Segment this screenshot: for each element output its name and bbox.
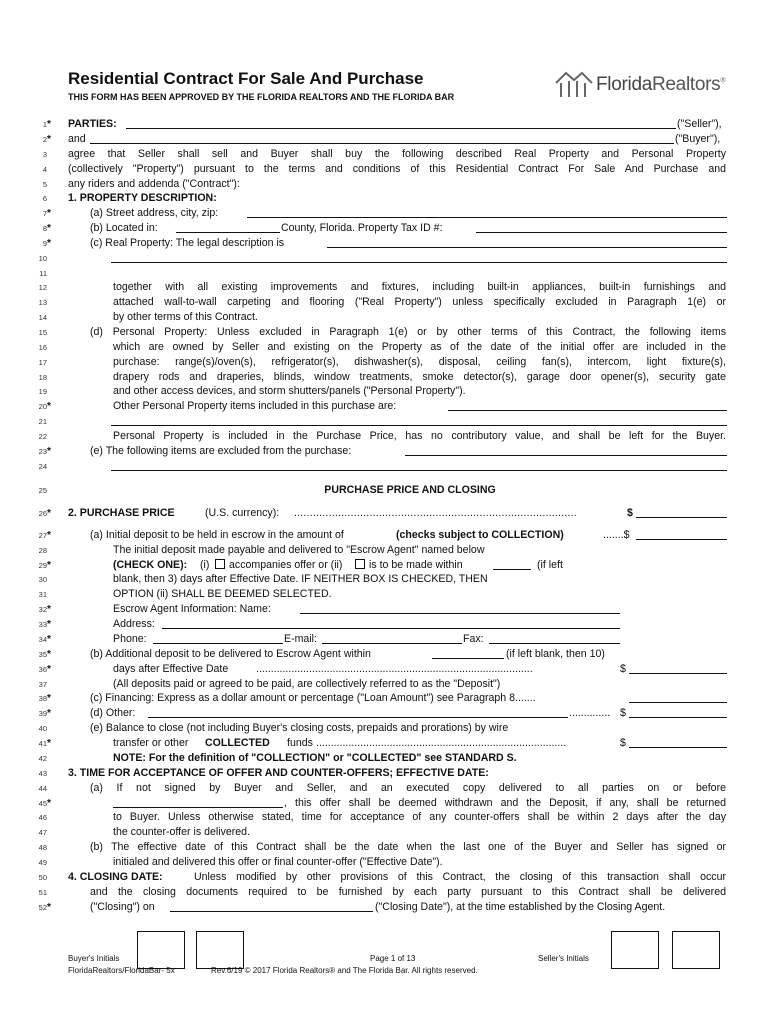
form-line [0, 444, 770, 459]
line-number: 10 [38, 254, 47, 263]
form-text: 4. CLOSING DATE: [68, 871, 163, 883]
form-text: is to be made within [369, 559, 463, 571]
form-text: 3. TIME FOR ACCEPTANCE OF OFFER AND COUNTER-OFFERS; EFFECTIVE DATE: [68, 767, 489, 779]
form-text: (a) Street address, city, zip: [90, 207, 219, 219]
form-text: by other terms of this Contract. [113, 311, 258, 323]
form-line [0, 340, 770, 355]
form-text: .......$ [603, 529, 630, 541]
escrow-agent-fax-field[interactable] [489, 632, 620, 644]
form-line [0, 572, 770, 587]
form-text: Unless modified by other provisions of this Contract, the closing of this transaction shall occur [194, 871, 726, 883]
form-text: (U.S. currency): [205, 507, 280, 519]
form-text: purchase: range(s)/oven(s), refrigerator(s), dishwasher(s), disposal, ceiling fan(s), intercom, light fixture(s), [113, 356, 726, 368]
form-line [0, 558, 770, 573]
line-number: 22 [38, 432, 47, 441]
page-number: Page 1 of 13 [370, 954, 416, 963]
escrow-agent-email-field[interactable] [322, 632, 462, 644]
line-number: 12 [38, 283, 47, 292]
within-days-checkbox[interactable] [355, 559, 365, 569]
closing-date-field[interactable] [170, 900, 373, 912]
form-text: $ [620, 737, 626, 749]
required-marker: * [47, 238, 51, 249]
accompanies-offer-checkbox[interactable] [215, 559, 225, 569]
line-1 [0, 117, 770, 132]
form-text: (c) Real Property: The legal description is [90, 237, 285, 249]
form-text: , this offer shall be deemed withdrawn and the Deposit, if any, shall be returned [284, 797, 726, 809]
required-marker: * [47, 693, 51, 704]
line-number: 51 [38, 888, 47, 897]
other-personal-property-field[interactable] [448, 399, 727, 411]
form-text: (c) Financing: Express as a dollar amount or percentage ("Loan Amount") see Paragraph 8....... [90, 692, 536, 704]
line-number: 15 [38, 328, 47, 337]
other-personal-property-line-2[interactable] [111, 414, 727, 426]
line-number: 25 [38, 486, 47, 495]
line-number: 16 [38, 343, 47, 352]
form-line [0, 528, 770, 543]
buyer-name-field[interactable] [90, 132, 674, 144]
form-line [0, 810, 770, 825]
line-number: 42 [38, 754, 47, 763]
form-line [0, 543, 770, 558]
form-text: (a) Initial deposit to be held in escrow in the amount of [90, 529, 344, 541]
form-text: (b) Located in: [90, 222, 158, 234]
form-line [0, 632, 770, 647]
line-number: 14 [38, 313, 47, 322]
line-number: 41 [38, 739, 47, 748]
form-text: .............. [569, 707, 611, 719]
required-marker: * [47, 664, 51, 675]
form-line [0, 677, 770, 692]
form-id: FloridaRealtors/FloridaBar- 5x [68, 966, 175, 975]
form-text: (All deposits paid or agreed to be paid, are collectively referred to as the "Deposit") [113, 678, 501, 690]
line-number: 47 [38, 828, 47, 837]
line-number: 26 [38, 509, 47, 518]
line-number: 6 [42, 194, 47, 203]
form-line [0, 355, 770, 370]
line-number: 50 [38, 873, 47, 882]
legal-description-line-2[interactable] [111, 251, 727, 263]
form-text: (b) The effective date of this Contract shall be the date when the last one of the Buyer and Seller has signed or [90, 841, 726, 853]
form-line [0, 483, 770, 498]
form-text: funds [287, 737, 313, 749]
line-number: 11 [39, 269, 47, 278]
required-marker: * [47, 530, 51, 541]
form-line [0, 602, 770, 617]
line-number: 27 [38, 531, 47, 540]
legal-description-field[interactable] [327, 236, 727, 248]
form-text: Personal Property is included in the Purchase Price, has no contributory value, and shall be left for the Buyer. [113, 430, 726, 442]
form-text: (d) Personal Property: Unless excluded in Paragraph 1(e) or by other terms of this Contract, the following items [90, 326, 726, 338]
tax-id-field[interactable] [476, 221, 727, 233]
other-amount-field[interactable] [629, 706, 727, 718]
form-text [215, 558, 225, 573]
required-marker: * [47, 738, 51, 749]
buyer-initials-label: Buyer's Initials [68, 954, 120, 963]
form-line [0, 429, 770, 444]
form-text: $ [620, 663, 626, 675]
form-line [0, 617, 770, 632]
form-line [0, 459, 770, 474]
form-line [0, 900, 770, 915]
line-number: 43 [38, 769, 47, 778]
form-text: any riders and addenda ("Contract"): [68, 178, 240, 190]
line-number: 48 [38, 843, 47, 852]
form-line [0, 370, 770, 385]
form-text: ("Closing") on [90, 901, 155, 913]
line-number: 34 [38, 635, 47, 644]
line-number: 18 [38, 373, 47, 382]
form-text: accompanies offer or (ii) [229, 559, 343, 571]
line-number: 40 [38, 724, 47, 733]
required-marker: * [47, 119, 51, 130]
line-number: 35 [38, 650, 47, 659]
form-text: ("Seller"), [677, 118, 722, 130]
form-text: attached wall-to-wall carpeting and flooring ("Real Property") unless specifically excluded in Paragraph 1(e) or [113, 296, 726, 308]
form-line [0, 662, 770, 677]
line-number: 21 [38, 417, 47, 426]
required-marker: * [47, 634, 51, 645]
form-text: (CHECK ONE): [113, 559, 188, 571]
offer-deadline-field[interactable] [113, 796, 283, 808]
escrow-agent-address-field[interactable] [162, 617, 620, 629]
balance-to-close-field[interactable] [629, 736, 727, 748]
street-address-field[interactable] [247, 206, 727, 218]
form-text: NOTE: For the definition of "COLLECTION" or "COLLECTED" see STANDARD S. [113, 752, 517, 764]
form-text: .............................................................................................. [256, 663, 533, 675]
form-line [0, 721, 770, 736]
form-line [0, 587, 770, 602]
form-text: and [68, 133, 86, 145]
buyer-initials-box-2[interactable] [196, 931, 244, 969]
additional-deposit-field[interactable] [629, 662, 727, 674]
form-text: The initial deposit made payable and delivered to "Escrow Agent" named below [113, 544, 485, 556]
form-approval-notice: THIS FORM HAS BEEN APPROVED BY THE FLORIDA REALTORS AND THE FLORIDA BAR [68, 92, 455, 102]
form-text: the counter-offer is delivered. [113, 826, 251, 838]
line-number: 28 [38, 546, 47, 555]
seller-initials-box-2[interactable] [672, 931, 720, 969]
form-line [0, 280, 770, 295]
form-line [0, 266, 770, 281]
form-text: and the closing documents required to be furnished by each party pursuant to this Contract shall be delivered [90, 886, 726, 898]
buyer-initials-box-1[interactable] [137, 931, 185, 969]
line-number: 36 [38, 665, 47, 674]
excluded-items-line-2[interactable] [111, 459, 727, 471]
form-text: E-mail: [284, 633, 317, 645]
seller-initials-box-1[interactable] [611, 931, 659, 969]
line-number: 8 [42, 224, 47, 233]
line-number: 13 [38, 298, 47, 307]
form-text [355, 558, 365, 573]
form-text: (e) Balance to close (not including Buyer's closing costs, prepaids and prorations) by wire [90, 722, 509, 734]
financing-amount-field[interactable] [629, 691, 727, 703]
line-number: 24 [38, 462, 47, 471]
form-text: days after Effective Date [113, 663, 229, 675]
form-text: ("Closing Date"), at the time established by the Closing Agent. [375, 901, 666, 913]
form-text: (i) [200, 559, 210, 571]
form-text: County, Florida. Property Tax ID #: [281, 222, 443, 234]
form-text: transfer or other [113, 737, 189, 749]
line-number: 52 [38, 903, 47, 912]
additional-deposit-days-field[interactable] [432, 647, 504, 659]
form-line [0, 506, 770, 521]
line-number: 1 [42, 120, 47, 129]
required-marker: * [47, 619, 51, 630]
form-text: to Buyer. Unless otherwise stated, time for acceptance of any counter-offers shall be within 2 days after the day [113, 811, 726, 823]
initial-deposit-field[interactable] [636, 528, 727, 540]
required-marker: * [47, 902, 51, 913]
required-marker: * [47, 134, 51, 145]
form-line [0, 384, 770, 399]
form-line [0, 751, 770, 766]
required-marker: * [47, 708, 51, 719]
required-marker: * [47, 446, 51, 457]
line-number: 30 [38, 575, 47, 584]
page-title: Residential Contract For Sale And Purchase [68, 69, 424, 88]
line-number: 31 [38, 590, 47, 599]
form-text: (if left [537, 559, 563, 571]
form-text: (e) The following items are excluded from the purchase: [90, 445, 352, 457]
form-text: agree that Seller shall sell and Buyer shall buy the following described Real Property and Personal Property [68, 148, 726, 160]
form-line [0, 399, 770, 414]
form-text: PARTIES: [68, 118, 117, 130]
line-number: 5 [42, 180, 47, 189]
line-number: 3 [42, 150, 47, 159]
form-line [0, 736, 770, 751]
form-text: and other access devices, and storm shutters/panels ("Personal Property"). [113, 385, 466, 397]
form-line [0, 236, 770, 251]
line-number: 20 [38, 402, 47, 411]
line-number: 23 [38, 447, 47, 456]
purchase-price-field[interactable] [636, 506, 727, 518]
line-number: 2 [42, 135, 47, 144]
line-number: 49 [38, 858, 47, 867]
form-text: ..................................................................................... [316, 737, 567, 749]
line-number: 45 [38, 799, 47, 808]
line-number: 7 [42, 209, 47, 218]
section-heading: PURCHASE PRICE AND CLOSING [324, 484, 496, 496]
form-line [0, 251, 770, 266]
form-text: (d) Other: [90, 707, 136, 719]
form-text: (if left blank, then 10) [506, 648, 605, 660]
form-text: Escrow Agent Information: Name: [113, 603, 271, 615]
line-number: 44 [38, 784, 47, 793]
form-line [0, 706, 770, 721]
line-number: 46 [38, 813, 47, 822]
line-number: 39 [38, 709, 47, 718]
line-number: 29 [38, 561, 47, 570]
line-number: 17 [38, 358, 47, 367]
form-text: 1. PROPERTY DESCRIPTION: [68, 192, 217, 204]
form-line [0, 147, 770, 162]
excluded-items-field[interactable] [405, 444, 727, 456]
copyright: Rev.6/19 © 2017 Florida Realtors® and The Florida Bar. All rights reserved. [211, 966, 478, 975]
required-marker: * [47, 401, 51, 412]
form-text: blank, then 3) days after Effective Date. IF NEITHER BOX IS CHECKED, THEN [113, 573, 488, 585]
florida-realtors-logo: FloridaRealtors® [554, 69, 729, 103]
form-line [0, 191, 770, 206]
deposit-days-field[interactable] [493, 558, 531, 570]
line-number: 38 [38, 694, 47, 703]
form-text: Fax: [463, 633, 484, 645]
form-text: Address: [113, 618, 155, 630]
form-text: COLLECTED [205, 737, 270, 749]
escrow-agent-name-field[interactable] [300, 602, 620, 614]
form-line [0, 855, 770, 870]
house-logo-icon [554, 69, 594, 101]
form-text: (a) If not signed by Buyer and Seller, and an executed copy delivered to all parties on or before [90, 782, 726, 794]
line-number: 33 [38, 620, 47, 629]
form-text: Other Personal Property items included in this purchase are: [113, 400, 397, 412]
form-line [0, 177, 770, 192]
form-line [0, 310, 770, 325]
required-marker: * [47, 604, 51, 615]
form-line [0, 766, 770, 781]
line-number: 9 [42, 239, 47, 248]
form-line [0, 870, 770, 885]
line-number: 4 [42, 165, 47, 174]
line-number: 32 [38, 605, 47, 614]
form-line [0, 325, 770, 340]
required-marker: * [47, 208, 51, 219]
line-number: 37 [38, 680, 47, 689]
form-text: together with all existing improvements and fixtures, including built-in appliances, built-in furnishings and [113, 281, 726, 293]
form-text: $ [627, 507, 633, 519]
form-text: initialed and delivered this offer or final counter-offer ("Effective Date"). [113, 856, 443, 868]
form-text: OPTION (ii) SHALL BE DEEMED SELECTED. [113, 588, 332, 600]
form-text: (collectively "Property") pursuant to the terms and conditions of this Residential Contract For Sale And Purchase and [68, 163, 726, 175]
required-marker: * [47, 798, 51, 809]
seller-initials-label: Seller's Initials [538, 954, 589, 963]
form-line [0, 825, 770, 840]
form-line [0, 885, 770, 900]
form-line [0, 840, 770, 855]
form-text: .......................................................................................... [294, 507, 577, 519]
form-line [0, 206, 770, 221]
required-marker: * [47, 649, 51, 660]
form-text: ("Buyer"), [675, 133, 721, 145]
form-line [0, 691, 770, 706]
escrow-agent-phone-field[interactable] [153, 632, 283, 644]
form-line [0, 781, 770, 796]
required-marker: * [47, 560, 51, 571]
form-line [0, 295, 770, 310]
line-2 [0, 132, 770, 147]
required-marker: * [47, 508, 51, 519]
form-line [0, 647, 770, 662]
form-text: (checks subject to COLLECTION) [396, 529, 564, 541]
form-text: 2. PURCHASE PRICE [68, 507, 175, 519]
form-text: Phone: [113, 633, 147, 645]
form-text: drapery rods and draperies, blinds, window treatments, smoke detector(s), garage door opener(s), security gate [113, 371, 726, 383]
form-line [0, 221, 770, 236]
form-text: which are owned by Seller and existing on the Property as of the date of the initial offer are included in the [113, 341, 726, 353]
county-field[interactable] [176, 221, 280, 233]
other-description-field[interactable] [148, 706, 568, 718]
form-line [0, 414, 770, 429]
line-number: 19 [38, 387, 47, 396]
form-line [0, 162, 770, 177]
required-marker: * [47, 223, 51, 234]
form-line [0, 796, 770, 811]
form-text: $ [620, 707, 626, 719]
form-text: (b) Additional deposit to be delivered to Escrow Agent within [90, 648, 371, 660]
seller-name-field[interactable] [126, 117, 676, 129]
